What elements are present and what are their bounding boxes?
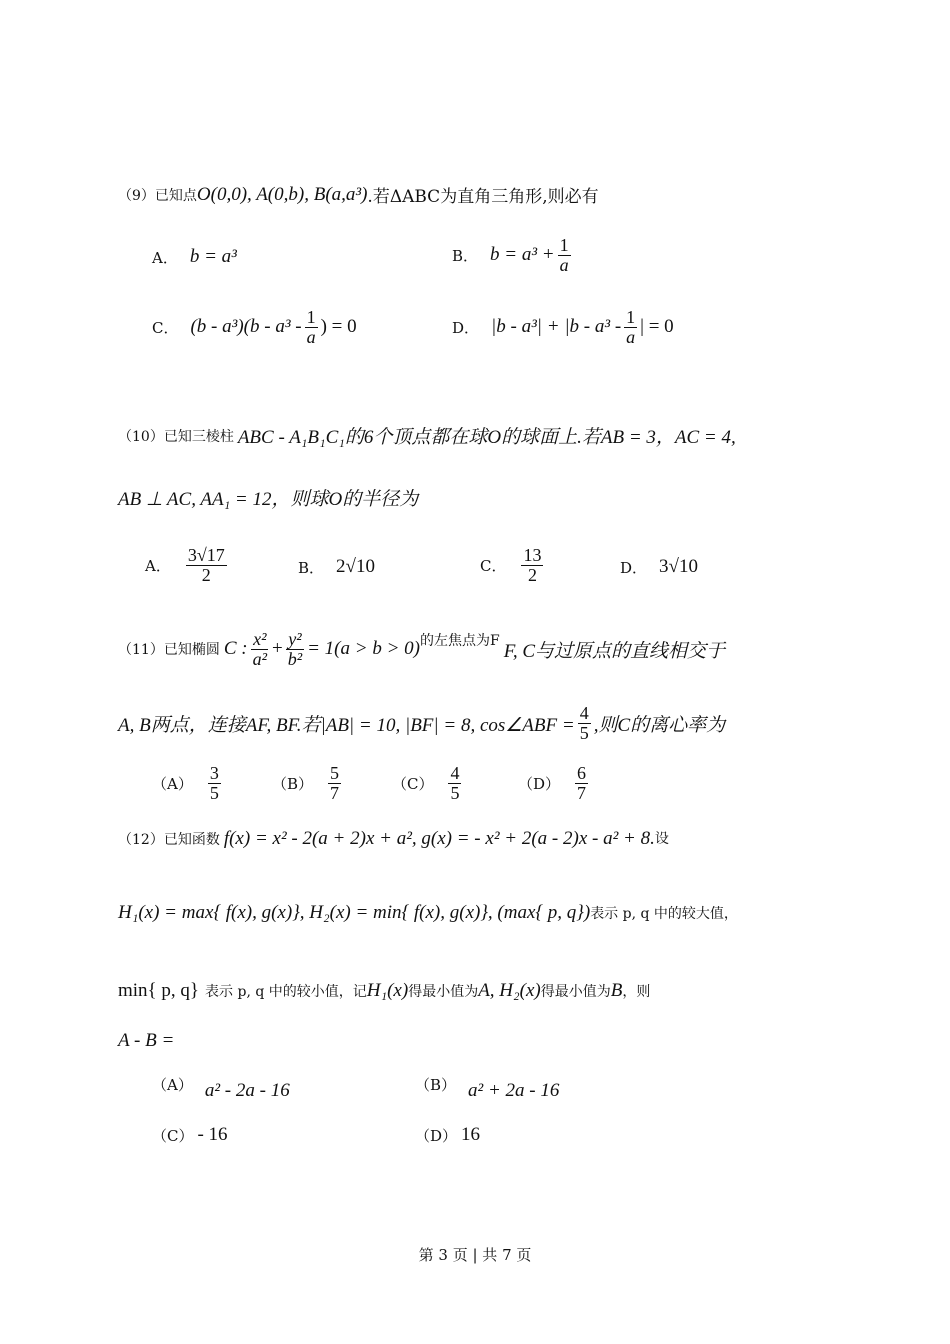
question-12-stem-line3: [118, 980, 650, 1002]
stem-text: 的左焦点为F: [419, 633, 500, 649]
denominator: b²: [287, 648, 303, 669]
stem-math: H₁(x): [366, 980, 409, 1001]
numerator: 1: [626, 307, 636, 327]
q12-option-c[interactable]: [152, 1124, 228, 1146]
numerator: 4: [579, 703, 589, 723]
q12-option-b[interactable]: [415, 1074, 559, 1102]
denominator: a: [626, 326, 636, 347]
stem-text: 得最小值为: [540, 984, 611, 1000]
stem-text: ,则C的离心率为: [593, 714, 726, 736]
fraction: [186, 546, 227, 585]
numerator: 4: [450, 763, 460, 783]
stem-text: 已知椭圆: [163, 642, 220, 659]
numerator: 5: [330, 763, 340, 783]
plus-sign: +: [271, 638, 283, 660]
stem-math: A - B =: [118, 1030, 175, 1051]
q9-option-b[interactable]: [452, 236, 574, 275]
stem-math: B: [610, 980, 623, 1001]
stem-math: O(0,0), A(0,b), B(a,a³): [196, 183, 368, 205]
q12-option-d[interactable]: [415, 1124, 480, 1146]
fraction: [286, 630, 304, 669]
q9-option-a[interactable]: [152, 246, 237, 268]
denominator: 2: [527, 564, 537, 585]
numerator: 1: [559, 235, 569, 255]
stem-math: AB ⊥ AC, AA₁ = 12，则球O的半径为: [118, 489, 419, 510]
option-label: （A）: [152, 774, 193, 793]
q10-option-a[interactable]: [145, 546, 230, 585]
option-expr: |b - a³| + |b - a³ -: [491, 316, 622, 338]
denominator: a²: [252, 648, 267, 669]
stem-text: 已知函数: [163, 832, 220, 848]
option-expr: 3√10: [659, 556, 698, 577]
option-label: B．: [298, 558, 325, 577]
option-label: A．: [152, 248, 178, 267]
option-label: （C）: [152, 1126, 194, 1145]
stem-math: ABC - A₁B₁C₁的6个顶点都在球O的球面上.若AB = 3，AC = 4,: [237, 427, 736, 448]
denominator: 5: [579, 722, 589, 743]
fraction: [448, 764, 461, 803]
option-label: D．: [620, 558, 648, 577]
stem-math: f(x) = x² - 2(a + 2)x + a², g(x) = - x² + 2(a - 2)x - a² + 8.: [223, 828, 655, 849]
stem-text: 表示 p, q 中的较大值，: [590, 906, 738, 922]
page-footer: 第 3 页 | 共 7 页: [418, 1246, 532, 1264]
option-expr: 16: [461, 1124, 481, 1145]
fraction: [328, 764, 341, 803]
fraction: [558, 236, 571, 275]
question-12-stem: [118, 828, 669, 850]
question-11-stem-line2: [118, 704, 725, 743]
option-expr: a² - 2a - 16: [204, 1080, 290, 1101]
q11-option-b[interactable]: [272, 764, 344, 803]
numerator: y²: [288, 629, 302, 649]
fraction: [305, 308, 318, 347]
numerator: 13: [523, 545, 542, 565]
option-expr: a² + 2a - 16: [468, 1080, 560, 1101]
q10-option-b[interactable]: [298, 556, 375, 578]
stem-math: min{ p, q}: [118, 980, 200, 1001]
q11-option-c[interactable]: [392, 764, 464, 803]
option-label: A．: [145, 556, 171, 575]
denominator: 7: [330, 782, 340, 803]
option-label: （B）: [415, 1076, 457, 1094]
numerator: 3√17: [187, 545, 225, 565]
denominator: 7: [577, 782, 587, 803]
option-label: （B）: [272, 774, 314, 793]
option-expr: (b - a³)(b - a³ -: [190, 316, 302, 338]
question-10-stem: [118, 422, 736, 449]
denominator: 2: [201, 564, 211, 585]
option-label: B．: [452, 246, 479, 265]
stem-text: 已知点: [154, 187, 197, 204]
option-label: C．: [152, 318, 179, 337]
question-12-stem-line4: [118, 1030, 174, 1052]
numerator: 1: [306, 307, 316, 327]
denominator: a: [559, 254, 569, 275]
fraction: [575, 764, 588, 803]
numerator: 6: [577, 763, 587, 783]
numerator: x²: [253, 629, 267, 649]
stem-math: H₁(x) = max{ f(x), g(x)}, H₂(x) = min{ f(x), g(x)}, (max{ p, q}): [118, 902, 591, 923]
question-number: （12）: [118, 832, 164, 848]
fraction: [521, 546, 543, 585]
stem-text: .若ΔABC为直角三角形,则必有: [367, 187, 599, 207]
fraction: [251, 630, 269, 669]
q9-option-d[interactable]: [452, 308, 674, 347]
question-number: （9）: [118, 187, 155, 204]
fraction: [208, 764, 221, 803]
option-label: （A）: [152, 1076, 193, 1094]
option-label: D．: [452, 318, 480, 337]
stem-text: 表示 p, q 中的较小值，记: [205, 984, 367, 1000]
stem-text: 得最小值为: [408, 984, 479, 1000]
option-expr: 2√10: [336, 556, 375, 577]
q12-option-a[interactable]: [152, 1074, 290, 1102]
stem-text: 设: [654, 831, 669, 847]
fraction: [578, 704, 591, 743]
option-expr-tail: | = 0: [640, 316, 674, 338]
option-expr: b = a³ +: [490, 244, 555, 266]
option-label: （D）: [415, 1126, 458, 1145]
q10-option-d[interactable]: [620, 556, 698, 578]
stem-math: C :: [223, 638, 248, 660]
denominator: 5: [209, 782, 219, 803]
question-9-stem: [118, 182, 599, 207]
denominator: a: [306, 326, 316, 347]
stem-text: F, C与过原点的直线相交于: [503, 640, 726, 662]
q10-option-c[interactable]: [480, 546, 546, 585]
question-11-stem: [118, 630, 725, 669]
question-number: （11）: [118, 642, 164, 659]
fraction: [624, 308, 637, 347]
option-expr: - 16: [197, 1124, 228, 1145]
question-number: （10）: [118, 428, 164, 445]
option-label: C．: [480, 556, 507, 575]
stem-math: A, B两点，连接AF, BF.若|AB| = 10, |BF| = 8, cos∠ABF =: [118, 714, 575, 736]
option-label: （D）: [518, 774, 561, 793]
numerator: 3: [209, 763, 219, 783]
stem-text: ，则: [622, 984, 651, 1000]
denominator: 5: [450, 782, 460, 803]
option-expr-tail: ) = 0: [320, 316, 357, 338]
stem-math: = 1(a > b > 0): [307, 638, 420, 660]
q11-option-d[interactable]: [518, 764, 591, 803]
option-label: （C）: [392, 774, 434, 793]
option-expr: b = a³: [189, 246, 237, 267]
stem-math: A, H₂(x): [478, 980, 541, 1001]
question-10-stem-line2: [118, 484, 418, 511]
q9-option-c[interactable]: [152, 308, 357, 347]
q11-option-a[interactable]: [152, 764, 224, 803]
question-12-stem-line2: [118, 902, 738, 924]
stem-text: 已知三棱柱: [163, 428, 234, 445]
